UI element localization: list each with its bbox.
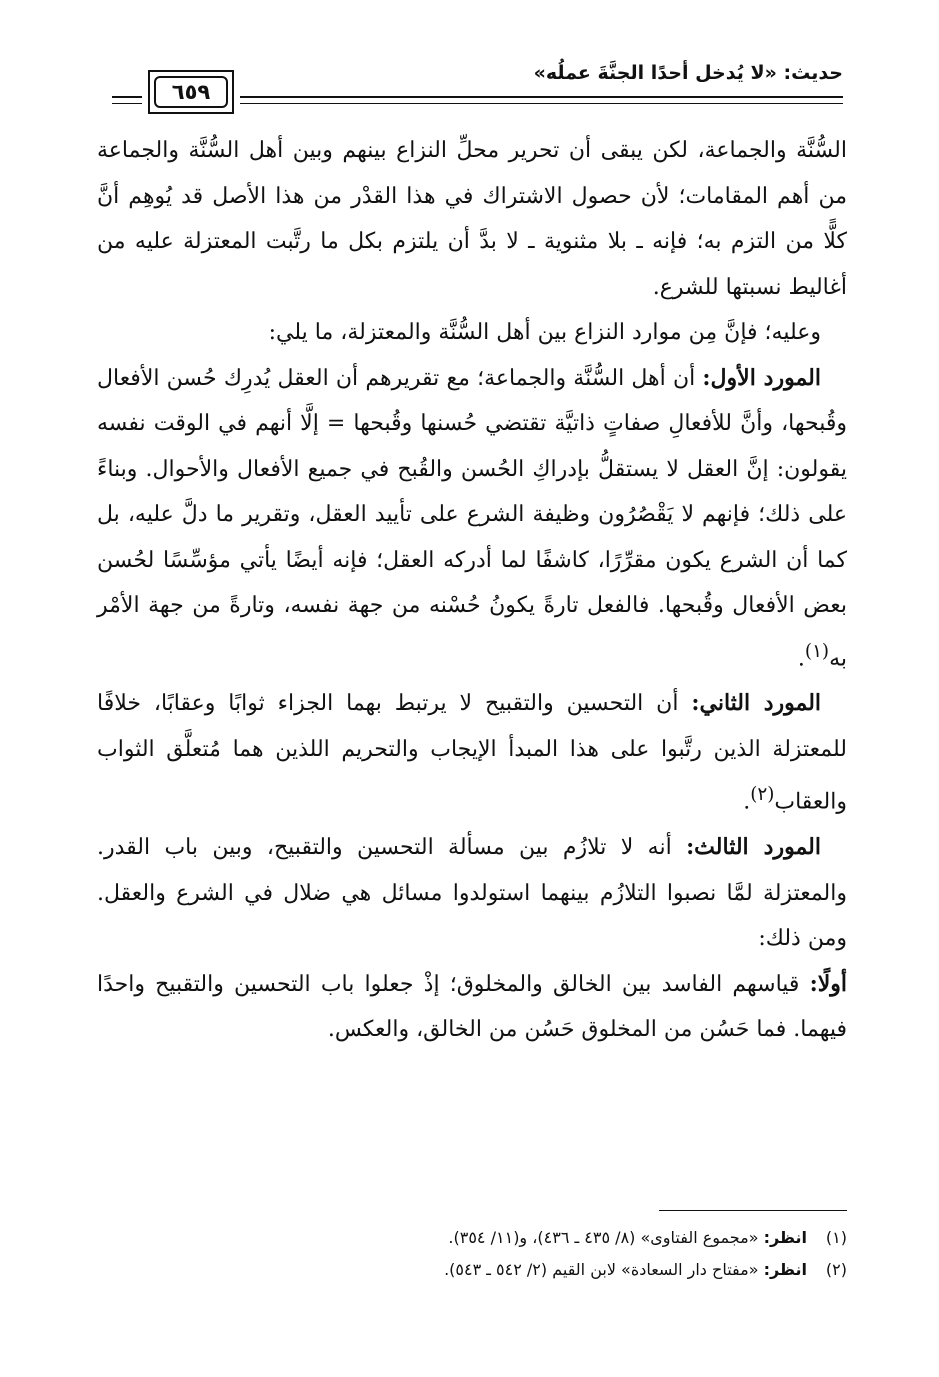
second-point-end: . <box>743 789 751 815</box>
paragraph-third-point <box>97 825 847 962</box>
page-number: ٦٥٩ <box>154 76 228 108</box>
third-point-text: أنه لا تلازُم بين مسألة التحسين والتقبيح، وبين باب القدر. والمعتزلة لمَّا نصبوا التلازُم بينهما استولدوا مسائل هي ضلال في الشرع والعقل. ومن ذلك: <box>97 835 847 952</box>
header-rule-left-thick <box>112 96 142 98</box>
header-rule-thin <box>240 103 843 104</box>
paragraph-firstly <box>97 962 847 1053</box>
paragraph-continuation: السُّنَّة والجماعة، لكن يبقى أن تحرير محلِّ النزاع بينهم وبين أهل السُّنَّة والجماعة من أهم المقامات؛ لأن حصول الاشتراك في هذا القدْر من هذا الأصل قد يُوهِم أنَّ كلًّا من التزم به؛ فإنه ـ بلا مثنوية ـ لا بدَّ أن يلتزم بكل ما رتَّبت المعتزلة عليه من أغاليط نسبتها للشرع. <box>97 138 847 300</box>
footnote-number: (٢) <box>825 1260 847 1279</box>
running-title: حديث: «لا يُدخل أحدًا الجنَّةَ عملُه» <box>533 62 843 84</box>
first-point-end: . <box>797 645 805 671</box>
footnote-1 <box>97 1222 847 1254</box>
footnote-2 <box>97 1254 847 1286</box>
page-number-frame <box>148 70 234 114</box>
footnotes <box>97 1222 847 1286</box>
header-rule-thick <box>240 96 843 98</box>
third-point-label: المورد الثالث: <box>686 834 821 861</box>
paragraph-intro: وعليه؛ فإنَّ مِن موارد النزاع بين أهل السُّنَّة والمعتزلة، ما يلي: <box>268 320 821 345</box>
first-point-label: المورد الأول: <box>702 364 821 391</box>
footnote-text: «مفتاح دار السعادة» لابن القيم (٢/ ٥٤٢ ـ ٥٤٣). <box>444 1260 764 1279</box>
second-point-text: أن التحسين والتقبيح لا يرتبط بهما الجزاء ثوابًا وعقابًا، خلافًا للمعتزلة الذين رتَّبوا على هذا المبدأ الإيجاب والتحريم اللذين هما مُتعلَّق الثواب والعقاب <box>97 691 847 815</box>
footnote-label: انظر: <box>763 1228 807 1247</box>
second-point-label: المورد الثاني: <box>691 690 822 717</box>
firstly-label: أولًا: <box>809 970 847 997</box>
firstly-text: قياسهم الفاسد بين الخالق والمخلوق؛ إذْ جعلوا باب التحسين والتقبيح واحدًا فيهما. فما حَسُن من المخلوق حَسُن من الخالق، والعكس. <box>97 971 847 1043</box>
footnote-number: (١) <box>825 1228 847 1247</box>
footnote-ref-1[interactable]: (١) <box>804 640 830 662</box>
main-text <box>97 128 847 1053</box>
footnote-separator <box>659 1210 847 1211</box>
footnote-ref-2[interactable]: (٢) <box>750 784 775 806</box>
footnote-label: انظر: <box>763 1260 807 1279</box>
header-rule-left-thin <box>112 103 142 104</box>
footnote-text: «مجموع الفتاوى» (٨/ ٤٣٥ ـ ٤٣٦)، و(١١/ ٣٥٤). <box>448 1228 764 1247</box>
paragraph-first-point <box>97 356 847 682</box>
first-point-text: أن أهل السُّنَّة والجماعة؛ مع تقريرهم أن العقل يُدرِك حُسن الأفعال وقُبحها، وأنَّ للأفعالِ صفاتٍ ذاتيَّة تقتضي حُسنها وقُبحها = إلَّا أنهم في الوقت نفسه يقولون: إنَّ العقل لا يستقلُّ بإدراكِ الحُسن والقُبح في جميع الأفعال والأحوال. وبناءً على ذلك؛ فإنهم لا يَقْصُرُون وظيفة الشرع على تأييد العقل، وتقرير ما دلَّ عليه، بل كما أن الشرع يكون مقرِّرًا، كاشفًا لما أدركه العقل؛ فإنه أيضًا يأتي مؤسِّسًا لحُسن بعض الأفعال وقُبحها. فالفعل تارةً يكونُ حُسْنه من جهة نفسه، وتارةً من جهة الأمْر به <box>97 365 847 671</box>
page-header <box>112 58 843 118</box>
paragraph-second-point <box>97 681 847 825</box>
